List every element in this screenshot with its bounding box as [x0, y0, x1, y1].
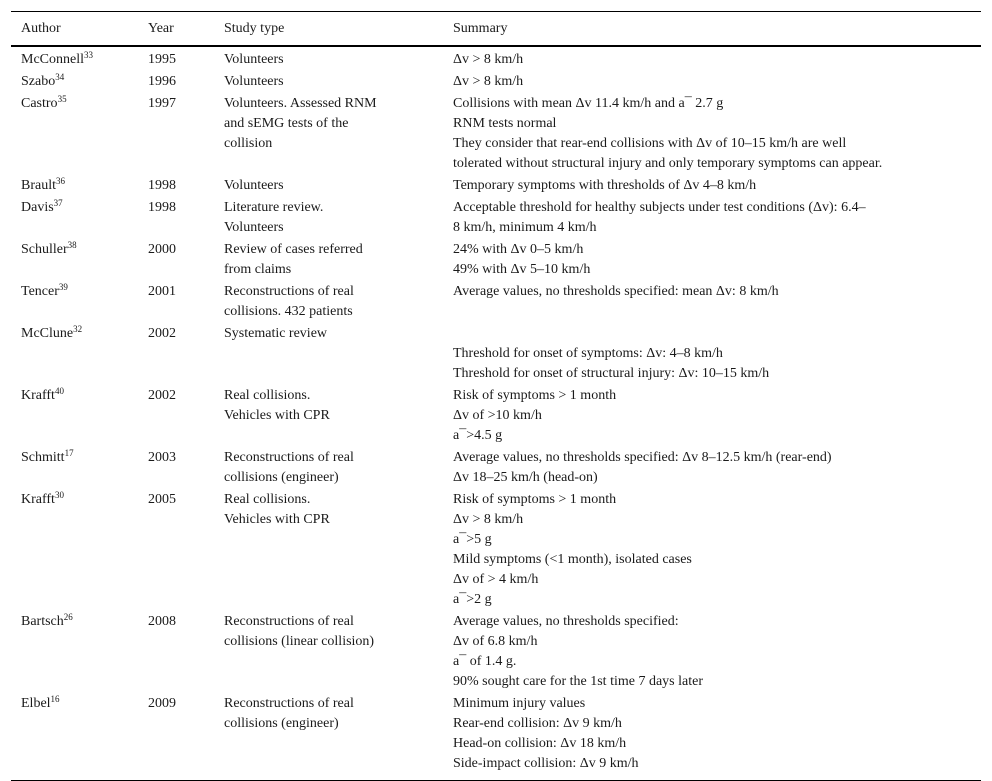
summary-line: Threshold for onset of structural injury: Δv: 10–15 km/h: [453, 366, 770, 381]
summary-cell: [443, 176, 981, 198]
table-row: [11, 94, 981, 176]
summary-cell: [443, 282, 981, 324]
year-cell: 2009: [138, 694, 214, 781]
reference-number: 33: [84, 50, 93, 60]
reference-number: 40: [54, 386, 64, 396]
summary-line: Acceptable threshold for healthy subjects under test conditions (Δv): 6.4–: [453, 200, 866, 215]
table-row: [11, 324, 981, 386]
reference-number: 26: [63, 612, 73, 622]
study-type-line: collisions. 432 patients: [224, 304, 353, 319]
table-row: [11, 46, 981, 72]
author-cell: [11, 46, 138, 72]
author-name: Schmitt: [21, 450, 65, 465]
summary-line: RNM tests normal: [453, 116, 557, 131]
table-body: [11, 46, 981, 781]
study-type-cell: [214, 72, 443, 94]
summary-cell: [443, 324, 981, 386]
study-type-line: Volunteers: [224, 178, 284, 193]
author-cell: [11, 612, 138, 694]
author-cell: [11, 282, 138, 324]
summary-cell: [443, 94, 981, 176]
study-type-line: collisions (engineer): [224, 470, 339, 485]
study-type-cell: [214, 448, 443, 490]
year-cell: 1996: [148, 74, 176, 89]
summary-line: tolerated without structural injury and only temporary symptoms can appear.: [453, 156, 883, 171]
study-type-cell: [214, 198, 443, 240]
reference-number: 34: [55, 72, 65, 82]
year-cell: 1995: [148, 52, 176, 67]
author-cell: [11, 490, 138, 612]
summary-line: Δv 18–25 km/h (head-on): [453, 470, 598, 485]
reference-number: 38: [67, 240, 77, 250]
summary-line: Head-on collision: Δv 18 km/h: [453, 736, 627, 751]
study-type-line: Literature review.: [224, 200, 324, 215]
year-cell: 2002: [148, 388, 176, 403]
summary-line: a¯>4.5 g: [453, 428, 503, 443]
summary-cell: [443, 72, 981, 94]
study-type-line: Volunteers. Assessed RNM: [224, 96, 377, 111]
study-type-line: Vehicles with CPR: [224, 512, 330, 527]
summary-line: 8 km/h, minimum 4 km/h: [453, 220, 597, 235]
summary-cell: [443, 386, 981, 448]
study-type-line: Volunteers: [224, 220, 284, 235]
summary-line: 49% with Δv 5–10 km/h: [453, 262, 591, 277]
summary-line: Δv > 8 km/h: [453, 52, 524, 67]
summary-line: Δv of >10 km/h: [453, 408, 542, 423]
year-cell: 2000: [148, 242, 176, 257]
header-row: [11, 12, 981, 47]
author-name: Bartsch: [21, 614, 64, 629]
study-type-line: Vehicles with CPR: [224, 408, 330, 423]
summary-cell: [443, 240, 981, 282]
author-name: Schuller: [21, 242, 68, 257]
reference-number: 35: [57, 94, 67, 104]
author-name: Brault: [21, 178, 56, 193]
table-row: [11, 72, 981, 94]
author-name: Castro: [21, 96, 58, 111]
summary-line: Δv > 8 km/h: [453, 512, 524, 527]
summary-line: Δv of > 4 km/h: [453, 572, 539, 587]
summary-line: Risk of symptoms > 1 month: [453, 492, 617, 507]
summary-cell: [443, 612, 981, 694]
study-type-cell: [214, 176, 443, 198]
study-type-cell: [214, 612, 443, 694]
summary-line: 24% with Δv 0–5 km/h: [453, 242, 584, 257]
study-type-line: and sEMG tests of the: [224, 116, 349, 131]
table-row: [11, 198, 981, 240]
reference-number: 17: [64, 448, 74, 458]
study-type-cell: [214, 694, 443, 781]
reference-number: 39: [58, 282, 68, 292]
author-cell: [11, 448, 138, 490]
study-type-line: Review of cases referred: [224, 242, 363, 257]
study-type-line: Real collisions.: [224, 388, 311, 403]
summary-line: Mild symptoms (<1 month), isolated cases: [453, 552, 692, 567]
author-name: Davis: [21, 200, 54, 215]
author-cell: [11, 72, 138, 94]
summary-line: Average values, no thresholds specified: Δv 8–12.5 km/h (rear-end): [453, 450, 832, 465]
study-type-cell: [214, 324, 443, 386]
study-type-line: Reconstructions of real: [224, 284, 354, 299]
study-type-cell: [214, 490, 443, 612]
study-type-cell: [214, 240, 443, 282]
summary-line: Temporary symptoms with thresholds of Δv 4–8 km/h: [453, 178, 757, 193]
summary-cell: [443, 46, 981, 72]
summary-cell: [443, 448, 981, 490]
author-name: Krafft: [21, 388, 55, 403]
year-cell: 1997: [148, 96, 176, 111]
summary-line: Minimum injury values: [453, 696, 586, 711]
summary-line: 90% sought care for the 1st time 7 days later: [453, 674, 703, 689]
reference-number: 36: [56, 176, 65, 186]
study-type-line: from claims: [224, 262, 292, 277]
author-cell: [11, 324, 138, 386]
study-type-cell: [214, 386, 443, 448]
author-cell: [11, 694, 138, 781]
reference-number: 32: [73, 324, 83, 334]
summary-line: Δv > 8 km/h: [453, 74, 524, 89]
header-year: Year: [138, 12, 214, 47]
summary-line: They consider that rear-end collisions with Δv of 10–15 km/h are well: [453, 136, 847, 151]
summary-line: Average values, no thresholds specified:: [453, 614, 679, 629]
author-name: Tencer: [21, 284, 59, 299]
year-cell: 2003: [148, 450, 176, 465]
summary-line: Δv of 6.8 km/h: [453, 634, 538, 649]
table-row: [11, 386, 981, 448]
year-cell: 1998: [148, 178, 176, 193]
reference-number: 16: [50, 694, 60, 704]
author-cell: [11, 176, 138, 198]
summary-cell: [443, 694, 981, 781]
study-type-cell: [214, 46, 443, 72]
summary-line: Risk of symptoms > 1 month: [453, 388, 617, 403]
summary-line: Rear-end collision: Δv 9 km/h: [453, 716, 622, 731]
study-type-line: Volunteers: [224, 52, 284, 67]
summary-line: a¯ of 1.4 g.: [453, 654, 517, 669]
author-name: Elbel: [21, 696, 51, 711]
author-name: McConnell: [21, 52, 84, 67]
study-type-cell: [214, 282, 443, 324]
summary-line: a¯>5 g: [453, 532, 492, 547]
study-type-line: collisions (engineer): [224, 716, 339, 731]
table-row: [11, 448, 981, 490]
summary-line: a¯>2 g: [453, 592, 492, 607]
summary-table-container: [11, 11, 981, 781]
year-cell: 2001: [148, 284, 176, 299]
table-row: [11, 612, 981, 694]
author-name: Szabo: [21, 74, 56, 89]
author-cell: [11, 94, 138, 176]
study-type-line: Real collisions.: [224, 492, 311, 507]
author-cell: [11, 386, 138, 448]
year-cell: 1998: [148, 200, 176, 215]
summary-line: [453, 324, 981, 344]
year-cell: 2002: [148, 326, 176, 341]
author-cell: [11, 198, 138, 240]
study-type-line: Volunteers: [224, 74, 284, 89]
author-name: McClune: [21, 326, 74, 341]
reference-number: 30: [54, 490, 64, 500]
year-cell: 2005: [148, 492, 176, 507]
year-cell: 2008: [148, 614, 176, 629]
summary-line: Side-impact collision: Δv 9 km/h: [453, 756, 639, 771]
author-name: Krafft: [21, 492, 55, 507]
study-type-line: Systematic review: [224, 326, 328, 341]
header-study-type: Study type: [214, 12, 443, 47]
study-type-line: Reconstructions of real: [224, 614, 354, 629]
summary-line: Collisions with mean Δv 11.4 km/h and a¯ 2.7 g: [453, 96, 724, 111]
header-summary: Summary: [443, 12, 981, 47]
table-row: [11, 490, 981, 612]
study-type-line: collisions (linear collision): [224, 634, 375, 649]
summary-line: Average values, no thresholds specified: mean Δv: 8 km/h: [453, 284, 779, 299]
summary-cell: [443, 198, 981, 240]
table-row: [11, 694, 981, 781]
table-row: [11, 282, 981, 324]
reference-number: 37: [53, 198, 63, 208]
summary-line: Threshold for onset of symptoms: Δv: 4–8 km/h: [453, 346, 723, 361]
study-type-cell: [214, 94, 443, 176]
study-type-line: collision: [224, 136, 273, 151]
summary-table: [11, 11, 981, 781]
header-author: Author: [11, 12, 138, 47]
table-row: [11, 240, 981, 282]
study-type-line: Reconstructions of real: [224, 696, 354, 711]
author-cell: [11, 240, 138, 282]
summary-cell: [443, 490, 981, 612]
table-row: [11, 176, 981, 198]
study-type-line: Reconstructions of real: [224, 450, 354, 465]
